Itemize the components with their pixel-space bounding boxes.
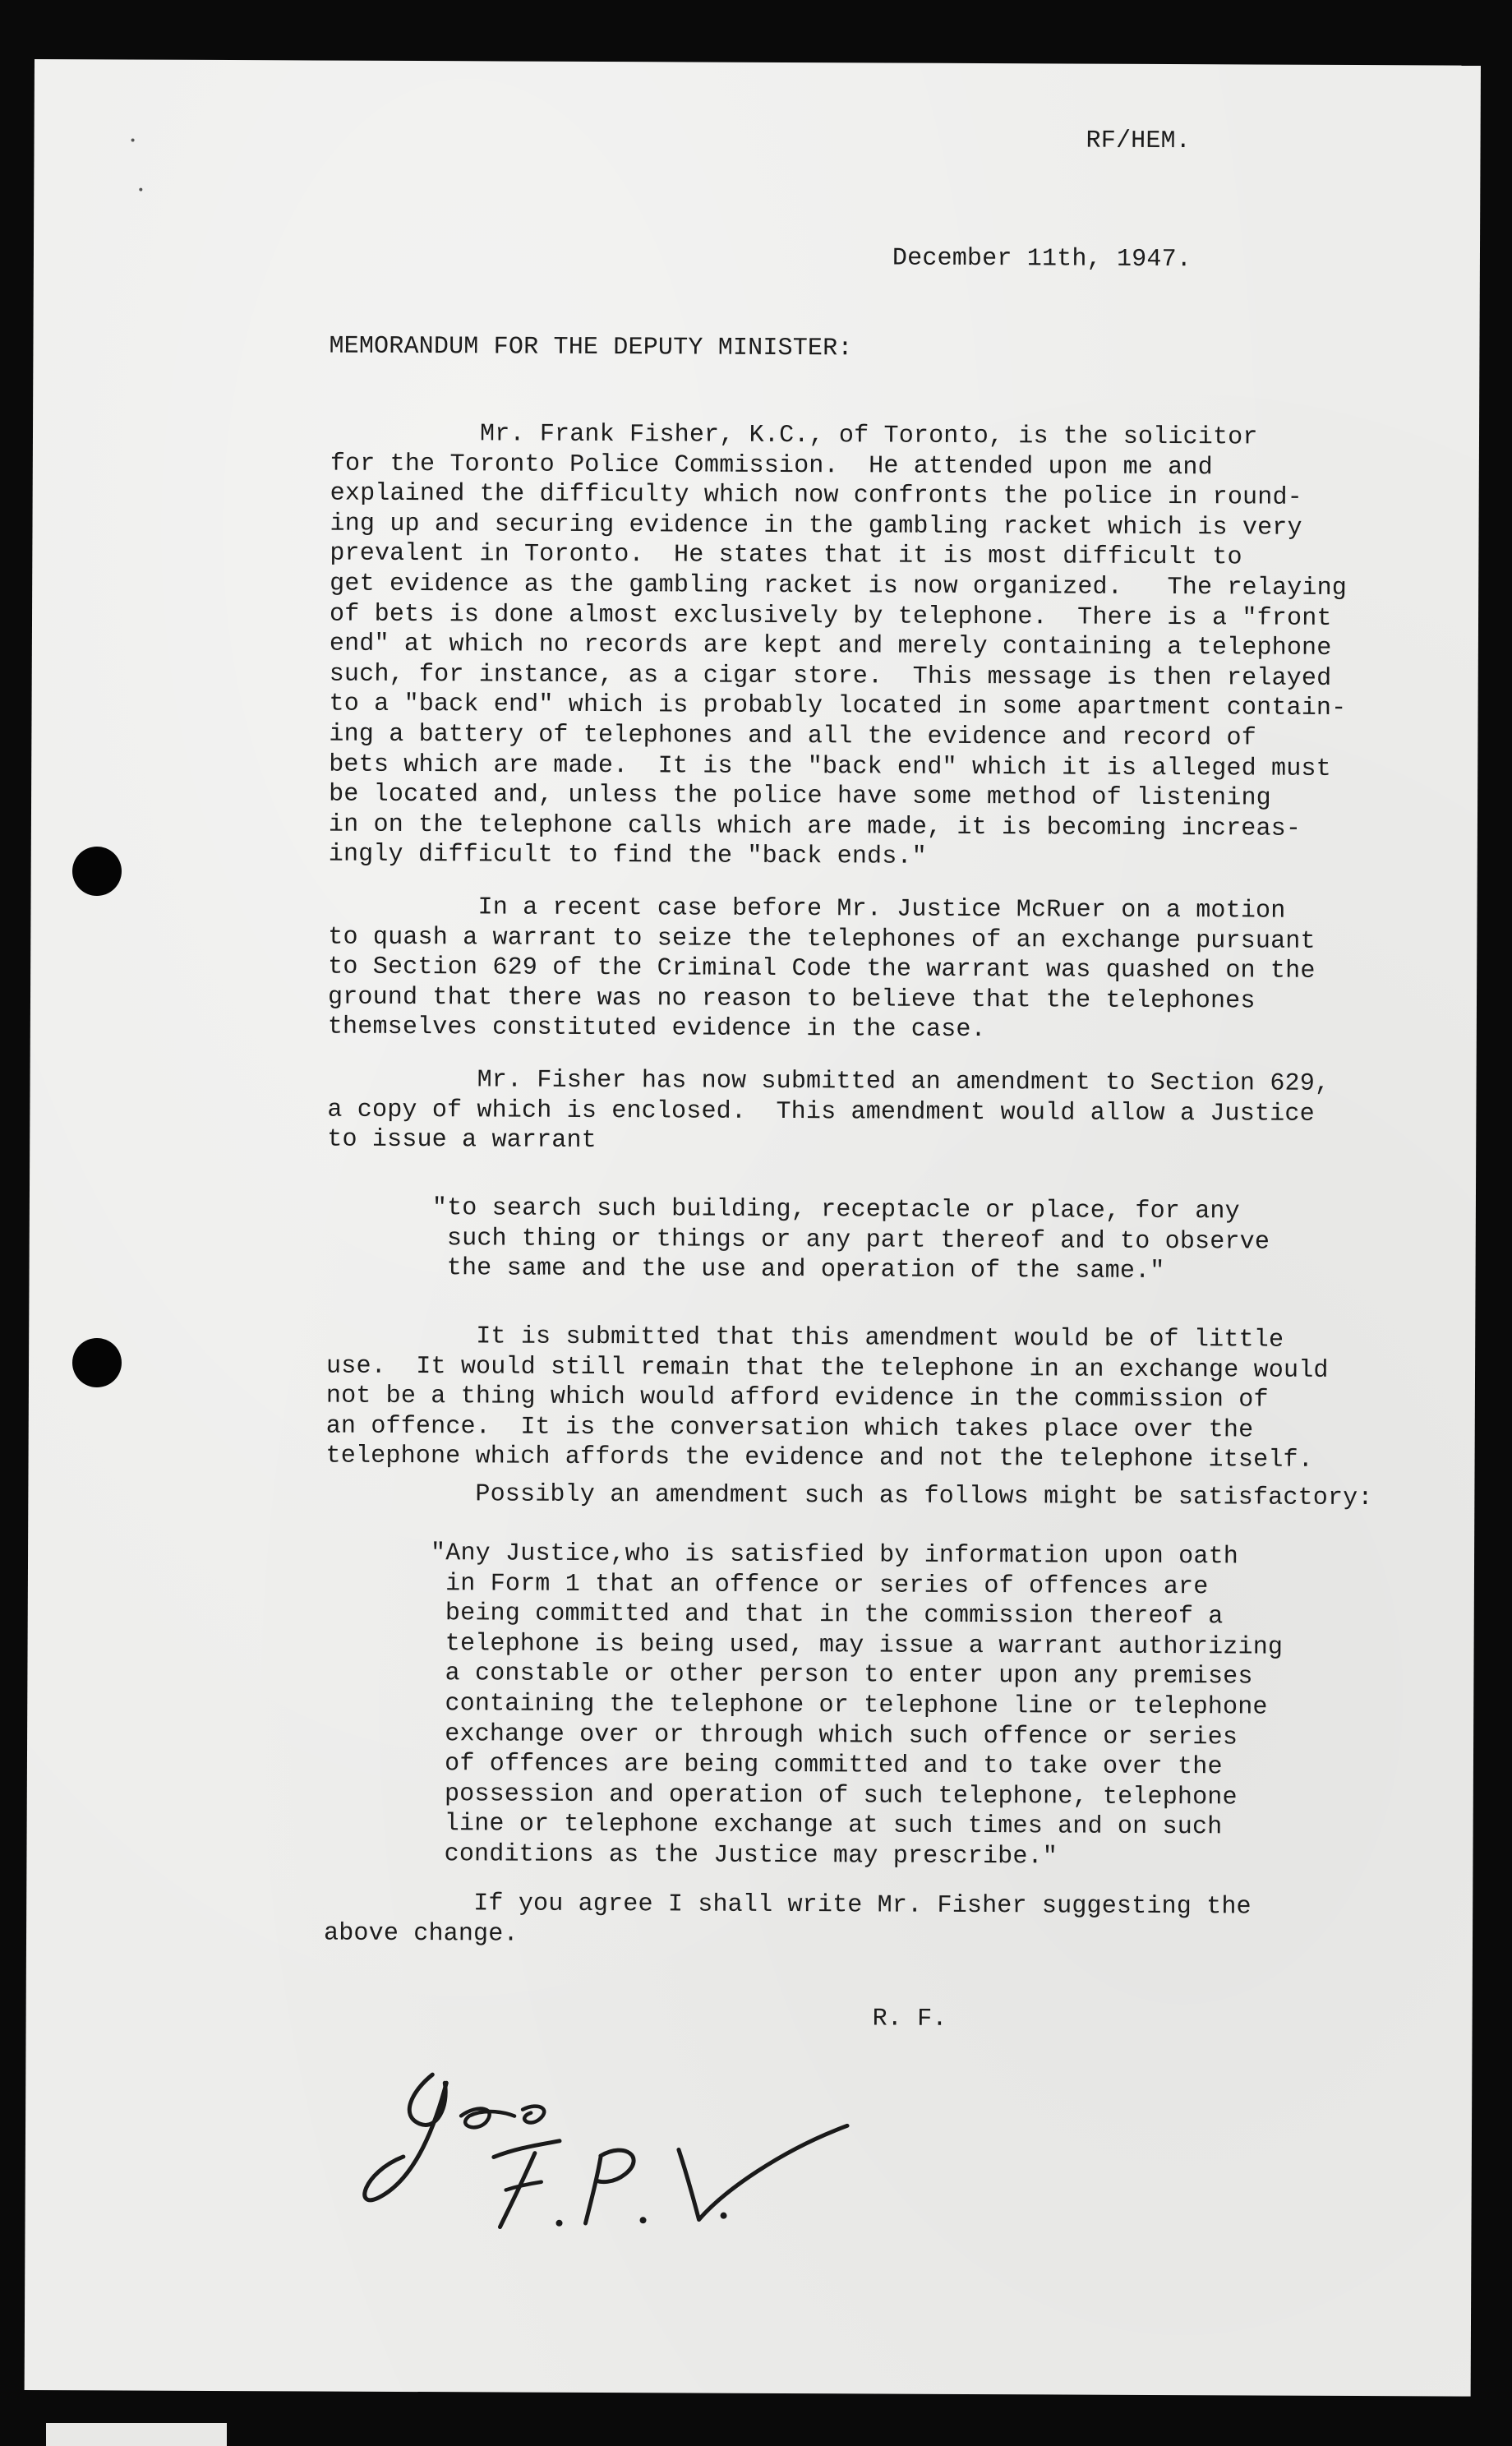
paragraph-closing: If you agree I shall write Mr. Fisher suggesting the above change. xyxy=(323,1889,1252,1949)
quote-fisher-amendment: "to search such building, receptacle or place, for any such thing or things or any part thereof and to observe the same and the use and operation of the same." xyxy=(431,1194,1270,1286)
underlying-page-edge xyxy=(46,2423,227,2446)
handwritten-approval-signature xyxy=(353,2058,913,2250)
author-initials: R. F. xyxy=(872,2005,947,2033)
paper-speck xyxy=(139,188,142,192)
paragraph-little-use: It is submitted that this amendment would be of little use. It would still remain that the telephone in an exchange would not be a thing which would afford evidence in the commission of an offence. It is the conversation which takes place over the telephone which affords the evidence and not the telephone itself. xyxy=(325,1322,1329,1475)
paragraph-mcruer-case: In a recent case before Mr. Justice McRuer on a motion to quash a warrant to seize the telephones of an exchange pursuant to Section 629 of the Criminal Code the warrant was quashed on the ground that there was no reason to believe that the telephones themselves constituted evidence in the case. xyxy=(327,893,1316,1045)
quote-proposed-amendment: "Any Justice,who is satisfied by information upon oath in Form 1 that an offence or series of offences are being committed and that in the commission thereof a telephone is being used, may issue a warrant authorizing a constable or other person to enter upon any premises containing the telephone or telephone line or telephone exchange over or through which such offence or series of offences are being committed and to take over the possession and operation of such telephone, telephone line or telephone exchange at such times and on such conditions as the Justice may prescribe." xyxy=(429,1539,1284,1871)
paragraph-fisher-introduction: Mr. Frank Fisher, K.C., of Toronto, is the solicitor for the Toronto Police Commission. He attended upon me and explained the difficulty which now confronts the police in round- ing up and securing evidence in the gambling racket which is very prevalent in Toronto. He states that it is most difficult to get evidence as the gambling racket is now organized. The relaying of bets is done almost exclusively by telephone. There is a "front end" at which no records are kept and merely containing a telephone such, for instance, as a cigar store. This message is then relayed to a "back end" which is probably located in some apartment contain- ing a battery of telephones and all the evidence and record of bets which are made. It is the "back end" which it is alleged must be located and, unless the police have some method of listening in on the telephone calls which are made, it is becoming increas- ingly difficult to find the "back ends." xyxy=(328,419,1348,872)
reference-code: RF/HEM. xyxy=(1086,127,1192,156)
paragraph-possible-amendment: Possibly an amendment such as follows might be satisfactory: xyxy=(325,1479,1373,1513)
paper-speck xyxy=(131,139,135,142)
paragraph-submitted-amendment: Mr. Fisher has now submitted an amendment to Section 629, a copy of which is enclosed. This amendment would allow a Justice to issue a warrant xyxy=(327,1065,1330,1156)
memorandum-page xyxy=(25,59,1481,2397)
binder-punch-hole xyxy=(72,847,122,896)
memo-date: December 11th, 1947. xyxy=(892,244,1192,275)
binder-punch-hole xyxy=(72,1338,122,1387)
memo-heading: MEMORANDUM FOR THE DEPUTY MINISTER: xyxy=(329,332,853,363)
